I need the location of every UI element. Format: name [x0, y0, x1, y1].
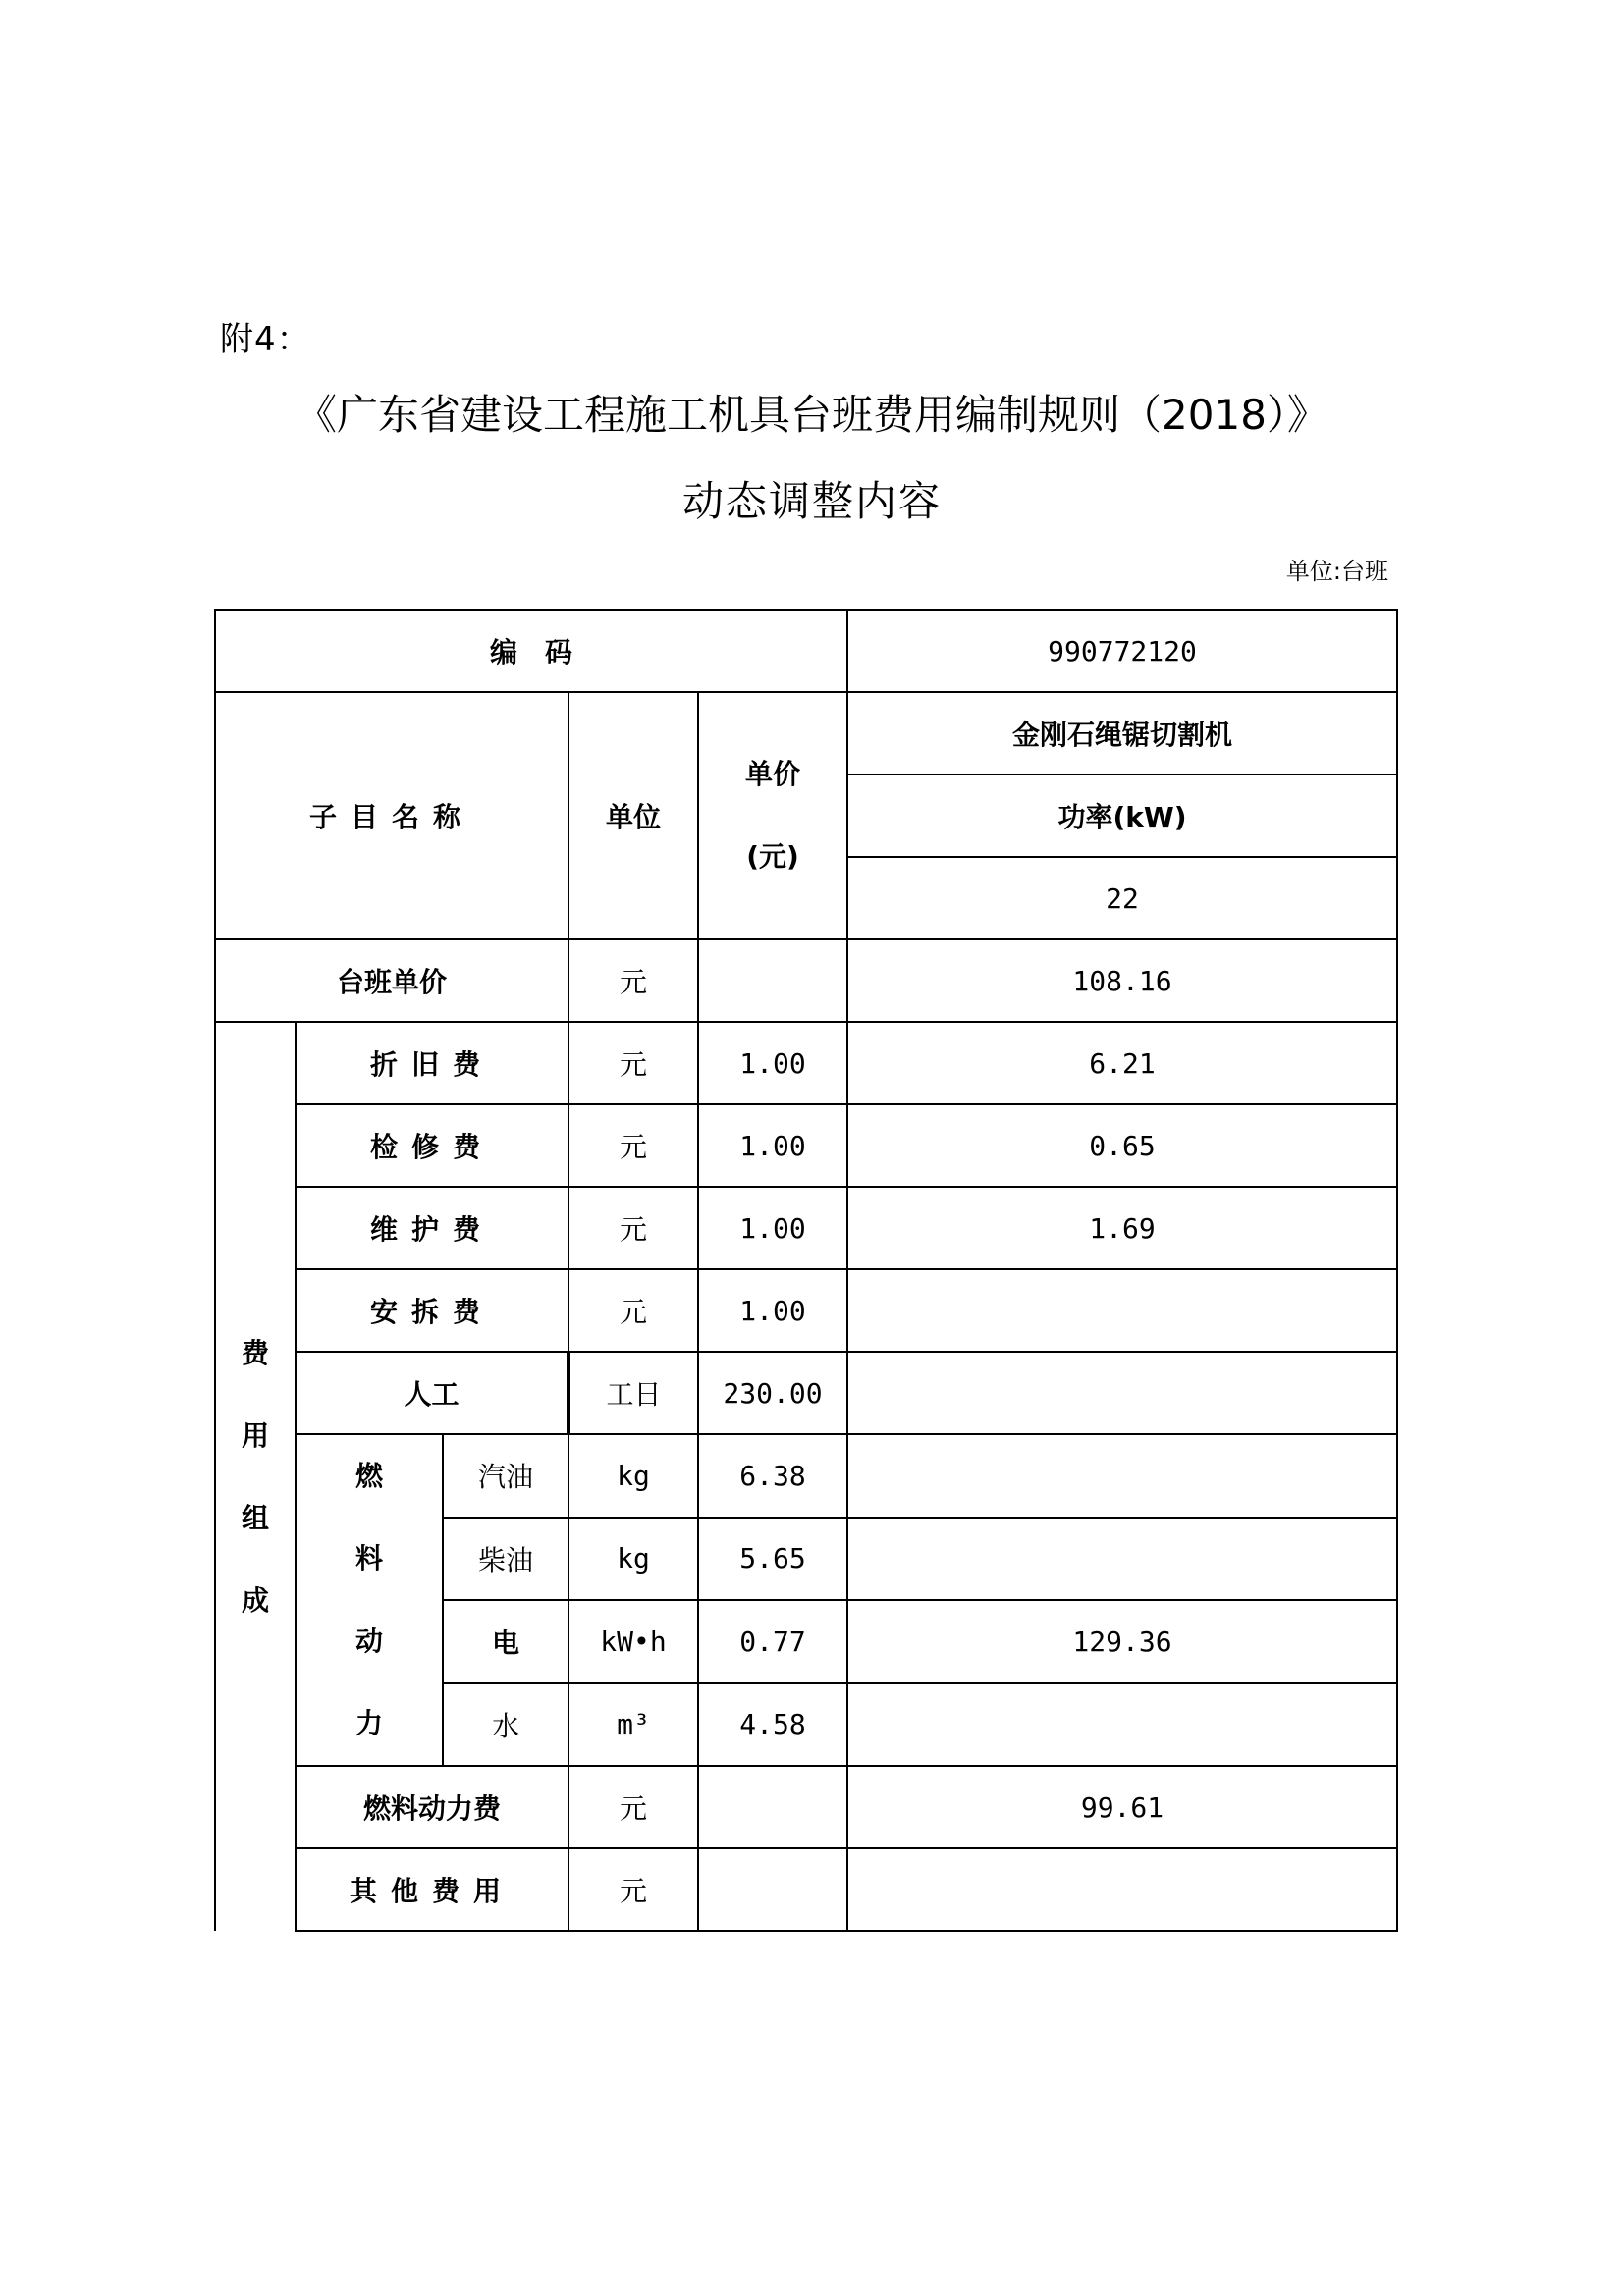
table-row — [215, 1022, 1397, 1104]
row-label-cell: 人工 — [296, 1352, 568, 1434]
fuel-cost-unit-cell: 元 — [568, 1766, 698, 1848]
row-label-cell: 检修费 — [296, 1104, 568, 1187]
table-row — [215, 1848, 1397, 1931]
cost-group-char: 费 — [241, 1336, 269, 1369]
code-label-cell: 编 码 — [215, 610, 847, 692]
annex-label: 附4： — [220, 320, 311, 359]
fuel-label-cell: 柴油 — [443, 1518, 568, 1601]
row-value-cell: 0.65 — [847, 1104, 1397, 1187]
fuel-group-char: 料 — [354, 1542, 383, 1575]
row-price-cell: 1.00 — [698, 1269, 847, 1352]
fuel-price-cell: 4.58 — [698, 1683, 847, 1767]
power-value-cell: 22 — [847, 857, 1397, 939]
price-label-line2: (元) — [746, 840, 799, 873]
document-title: 《广东省建设工程施工机具台班费用编制规则（2018）》 — [296, 391, 1328, 439]
row-value-cell: 1.69 — [847, 1187, 1397, 1269]
row-label-cell: 折旧费 — [296, 1022, 568, 1104]
table-row — [215, 939, 1397, 1022]
code-value-cell: 990772120 — [847, 610, 1397, 692]
fuel-cost-label-cell: 燃料动力费 — [296, 1766, 568, 1848]
cost-group-cell — [215, 1022, 296, 1931]
fuel-unit-cell: kg — [568, 1518, 698, 1601]
cost-group-char: 用 — [241, 1418, 269, 1452]
cost-group-char: 成 — [241, 1583, 269, 1617]
item-name-label-cell: 子目名称 — [215, 692, 568, 939]
row-unit-cell: 元 — [568, 1022, 698, 1104]
unit-label-cell: 单位 — [568, 692, 698, 939]
fuel-group-char: 燃 — [354, 1460, 383, 1492]
row-value-cell — [847, 1352, 1397, 1434]
row-label-cell: 安拆费 — [296, 1269, 568, 1352]
fuel-unit-cell: kW•h — [568, 1600, 698, 1683]
row-price-cell: 1.00 — [698, 1022, 847, 1104]
row-price-cell: 1.00 — [698, 1104, 847, 1187]
table-row — [215, 1352, 1397, 1434]
table-row — [215, 692, 1397, 774]
shift-price-value-cell: 108.16 — [847, 939, 1397, 1022]
fuel-value-cell: 129.36 — [847, 1600, 1397, 1683]
cost-table — [214, 609, 1398, 1932]
cost-group-char: 组 — [241, 1501, 269, 1534]
row-value-cell — [847, 1269, 1397, 1352]
table-row — [215, 1766, 1397, 1848]
document-subtitle: 动态调整内容 — [681, 477, 942, 525]
other-cost-unit-cell: 元 — [568, 1848, 698, 1931]
fuel-cost-value-cell: 99.61 — [847, 1766, 1397, 1848]
fuel-label-cell: 汽油 — [443, 1434, 568, 1518]
power-label-cell: 功率(kW) — [847, 774, 1397, 857]
fuel-group-cell — [296, 1434, 443, 1766]
fuel-group-char: 力 — [354, 1707, 383, 1739]
shift-price-price-cell — [698, 939, 847, 1022]
fuel-value-cell — [847, 1434, 1397, 1518]
shift-price-label-cell: 台班单价 — [215, 939, 568, 1022]
other-cost-value-cell — [847, 1848, 1397, 1931]
machine-name-cell: 金刚石绳锯切割机 — [847, 692, 1397, 774]
fuel-unit-cell: kg — [568, 1434, 698, 1518]
fuel-price-cell: 6.38 — [698, 1434, 847, 1518]
fuel-group-char: 动 — [354, 1625, 383, 1657]
fuel-unit-cell: m³ — [568, 1683, 698, 1767]
fuel-cost-price-cell — [698, 1766, 847, 1848]
table-row — [215, 1187, 1397, 1269]
fuel-price-cell: 5.65 — [698, 1518, 847, 1601]
row-unit-cell: 工日 — [568, 1352, 698, 1434]
fuel-value-cell — [847, 1683, 1397, 1767]
other-cost-price-cell — [698, 1848, 847, 1931]
fuel-label-cell: 电 — [443, 1600, 568, 1683]
row-price-cell: 230.00 — [698, 1352, 847, 1434]
row-unit-cell: 元 — [568, 1187, 698, 1269]
fuel-value-cell — [847, 1518, 1397, 1601]
row-unit-cell: 元 — [568, 1104, 698, 1187]
fuel-label-cell: 水 — [443, 1683, 568, 1767]
table-row — [215, 1104, 1397, 1187]
unit-note: 单位:台班 — [1285, 558, 1388, 585]
price-label-cell — [698, 692, 847, 939]
table-row — [215, 610, 1397, 692]
other-cost-label-cell: 其他费用 — [296, 1848, 568, 1931]
price-label-line1: 单价 — [744, 758, 800, 790]
row-label-cell: 维护费 — [296, 1187, 568, 1269]
row-unit-cell: 元 — [568, 1269, 698, 1352]
row-value-cell: 6.21 — [847, 1022, 1397, 1104]
shift-price-unit-cell: 元 — [568, 939, 698, 1022]
table-row — [215, 1269, 1397, 1352]
table-row — [215, 1434, 1397, 1518]
fuel-price-cell: 0.77 — [698, 1600, 847, 1683]
row-price-cell: 1.00 — [698, 1187, 847, 1269]
